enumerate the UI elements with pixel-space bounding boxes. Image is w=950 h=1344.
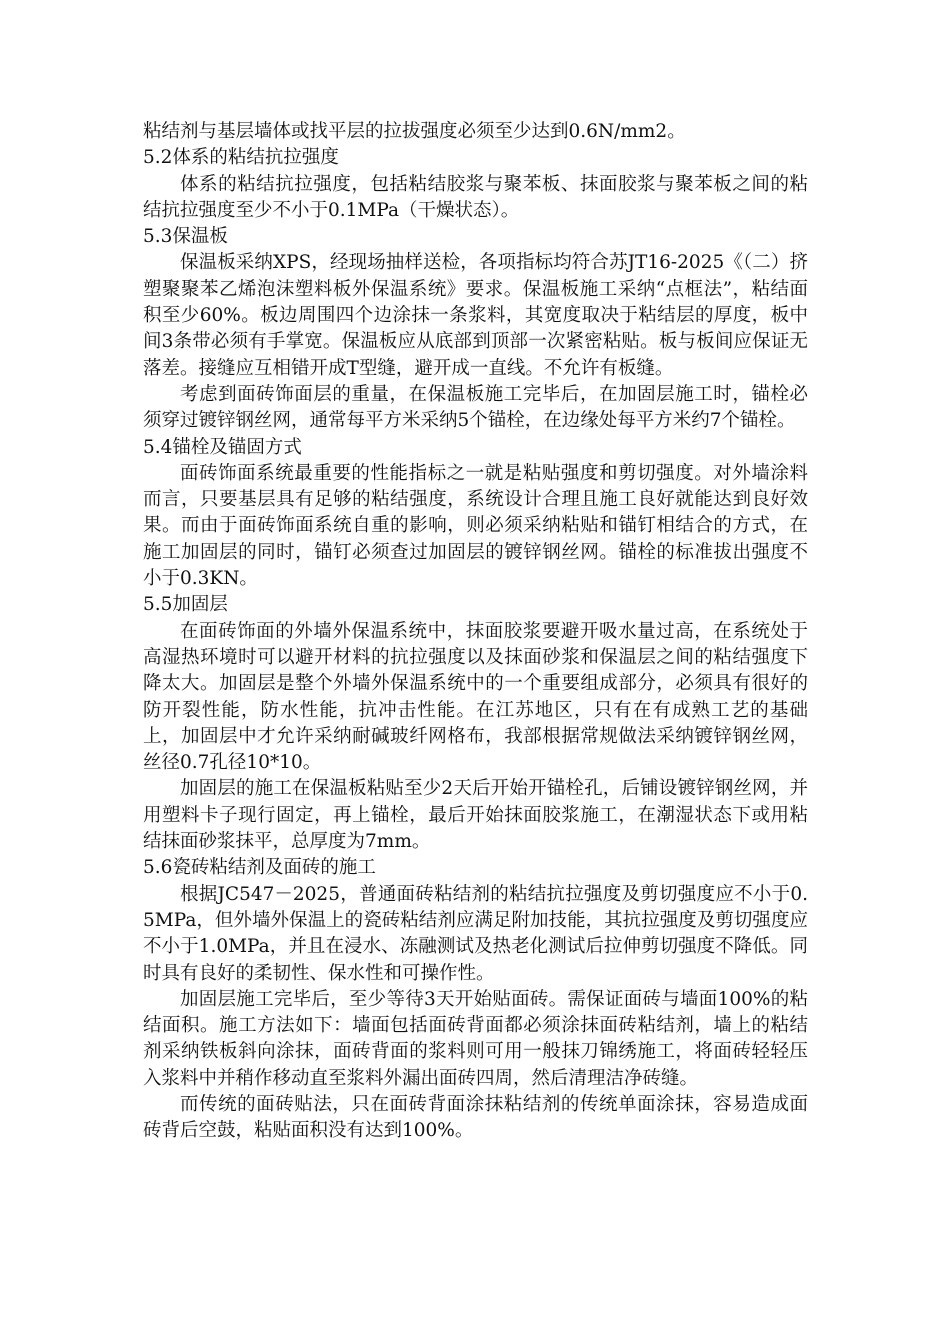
paragraph-continued: 粘结剂与基层墙体或找平层的拉拔强度必须至少达到0.6N/mm2。 <box>143 121 686 142</box>
paragraph: 而传统的面砖贴法，只在面砖背面涂抹粘结剂的传统单面涂抹，容易造成面砖背后空鼓，粘贴面积没有达到100%。 <box>143 1093 808 1142</box>
section-heading-5-4: 5.4锚栓及锚固方式 <box>143 436 302 458</box>
paragraph: 体系的粘结抗拉强度，包括粘结胶浆与聚苯板、抹面胶浆与聚苯板之间的粘结抗拉强度至少不小于0.1MPa（干燥状态）。 <box>143 173 808 221</box>
section-heading-5-3: 5.3保温板 <box>143 226 228 248</box>
paragraph: 加固层的施工在保温板粘贴至少2天后开始开锚栓孔，后铺设镀锌钢丝网，并用塑料卡子现行固定，再上锚栓，最后开始抹面胶浆施工，在潮湿状态下或用粘结抹面砂浆抹平，总厚度为7mm。 <box>143 778 808 853</box>
section-heading-5-6: 5.6瓷砖粘结剂及面砖的施工 <box>143 857 376 879</box>
paragraph: 加固层施工完毕后，至少等待3天开始贴面砖。需保证面砖与墙面100%的粘结面积。施工方法如下：墙面包括面砖背面都必须涂抹面砖粘结剂，墙上的粘结剂采纳铁板斜向涂抹，面砖背面的浆料则可用一般抹刀锦绣施工，将面砖轻轻压入浆料中并稍作移动直至浆料外漏出面砖四周，然后清理洁净砖缝。 <box>143 988 808 1089</box>
paragraph: 在面砖饰面的外墙外保温系统中，抹面胶浆要避开吸水量过高，在系统处于高湿热环境时可以避开材料的抗拉强度以及抹面砂浆和保温层之间的粘结强度下降太大。加固层是整个外墙外保温系统中的一个重要组成部分，必须具有很好的防开裂性能，防水性能，抗冲击性能。在江苏地区，只有在有成熟工艺的基础上，加固层中才允许采纳耐碱玻纤网格布，我部根据常规做法采纳镀锌钢丝网，丝径0.7孔径10*10。 <box>143 620 808 774</box>
paragraph: 面砖饰面系统最重要的性能指标之一就是粘贴强度和剪切强度。对外墙涂料而言，只要基层具有足够的粘结强度，系统设计合理且施工良好就能达到良好效果。而由于面砖饰面系统自重的影响，则必须采纳粘贴和锚钉相结合的方式，在施工加固层的同时，锚钉必须查过加固层的镀锌钢丝网。锚栓的标准拔出强度不小于0.3KN。 <box>143 462 808 590</box>
paragraph: 保温板采纳XPS，经现场抽样送检，各项指标均符合苏JT16-2025《（二）挤塑聚聚苯乙烯泡沫塑料板外保温系统》要求。保温板施工采纳“点框法”，粘结面积至少60%。板边周围四个边涂抹一条浆料，其宽度取决于粘结层的厚度，板中间3条带必须有手掌宽。保温板应从底部到顶部一次紧密粘贴。板与板间应保证无落差。接缝应互相错开成T型缝，避开成一直线。不允许有板缝。 <box>143 252 808 379</box>
paragraph: 考虑到面砖饰面层的重量，在保温板施工完毕后，在加固层施工时，锚栓必须穿过镀锌钢丝网，通常每平方米采纳5个锚栓，在边缘处每平方米约7个锚栓。 <box>143 383 808 432</box>
paragraph: 根据JC547－2025，普通面砖粘结剂的粘结抗拉强度及剪切强度应不小于0.5MPa，但外墙外保温上的瓷砖粘结剂应满足附加技能，其抗拉强度及剪切强度应不小于1.0MPa，并且在浸水、冻融测试及热老化测试后拉伸剪切强度不降低。同时具有良好的柔韧性、保水性和可操作性。 <box>143 883 808 984</box>
document-body <box>143 119 808 1145</box>
section-heading-5-5: 5.5加固层 <box>143 594 228 616</box>
section-heading-5-2: 5.2体系的粘结抗拉强度 <box>143 147 339 169</box>
